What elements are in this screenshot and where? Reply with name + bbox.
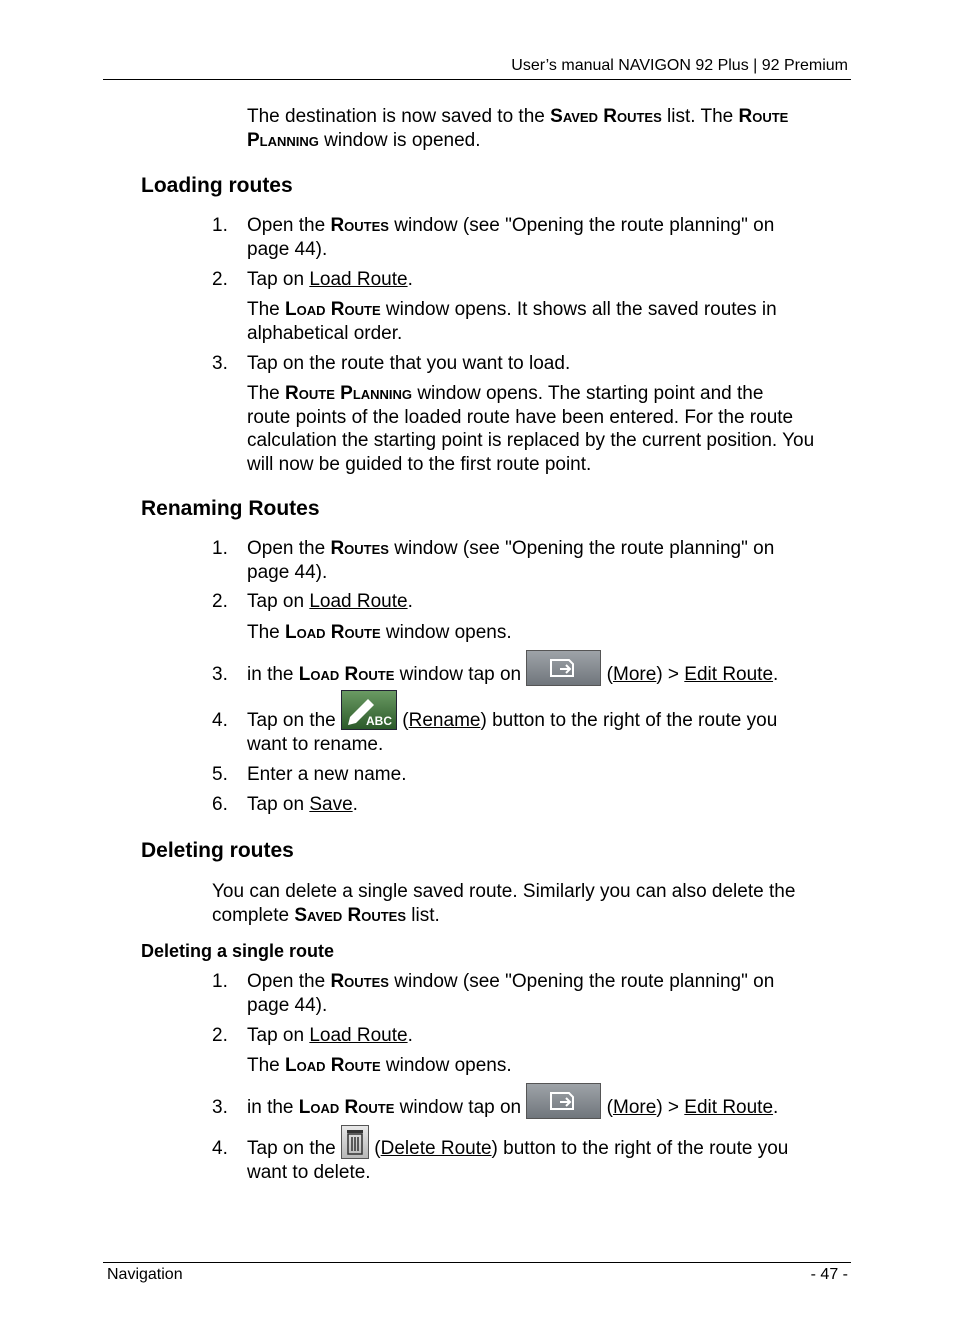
- step-result: The Load Route window opens. It shows all the saved routes in alphabetical order.: [247, 299, 777, 344]
- step-text: Open the Routes window (see "Opening the route planning" on page 44).: [247, 215, 775, 260]
- delete-route-link[interactable]: Delete Route: [380, 1138, 492, 1159]
- rename-link[interactable]: Rename: [408, 710, 481, 731]
- footer-section: Navigation: [107, 1266, 183, 1283]
- step-number: 2.: [212, 269, 228, 290]
- trash-icon[interactable]: [341, 1125, 369, 1159]
- more-link[interactable]: More: [613, 1097, 657, 1118]
- step-text: Tap on Load Route.: [247, 591, 413, 612]
- step-number: 2.: [212, 1025, 228, 1046]
- step-number: 1.: [212, 538, 228, 559]
- step-number: 3.: [212, 353, 228, 374]
- save-link[interactable]: Save: [309, 794, 353, 815]
- heading-loading-routes: Loading routes: [141, 174, 293, 197]
- step-number: 4.: [212, 1138, 228, 1159]
- step-text: Open the Routes window (see "Opening the route planning" on page 44).: [247, 538, 775, 583]
- step-text: Tap on the (Delete Route) button to the right of the route you want to delete.: [247, 1137, 853, 1184]
- deleting-intro: You can delete a single saved route. Similarly you can also delete the complete Saved Routes list.: [212, 881, 796, 926]
- step-result: The Load Route window opens.: [247, 622, 512, 643]
- heading-renaming-routes: Renaming Routes: [141, 497, 320, 520]
- step-text: Tap on the route that you want to load.: [247, 353, 571, 374]
- more-link[interactable]: More: [613, 664, 657, 685]
- step-text: Tap on Load Route.: [247, 269, 413, 290]
- page-header: User’s manual NAVIGON 92 Plus | 92 Premium: [511, 57, 848, 74]
- intro-paragraph: The destination is now saved to the Saved Routes list. The Route Planning window is opened.: [247, 106, 789, 151]
- step-result: The Route Planning window opens. The starting point and the route points of the loaded route have been entered. For the route calculation the starting point is replaced by the current position. You will now be guided to the first route point.: [247, 383, 815, 475]
- step-number: 2.: [212, 591, 228, 612]
- more-icon[interactable]: [526, 650, 601, 686]
- edit-route-link[interactable]: Edit Route: [684, 1097, 774, 1118]
- rename-abc-icon[interactable]: [341, 690, 397, 730]
- step-number: 1.: [212, 971, 228, 992]
- step-number: 6.: [212, 794, 228, 815]
- step-result: The Load Route window opens.: [247, 1055, 512, 1076]
- step-number: 1.: [212, 215, 228, 236]
- load-route-link[interactable]: Load Route: [309, 591, 408, 612]
- header-rule: [103, 79, 851, 80]
- footer-rule: [103, 1262, 851, 1263]
- more-icon[interactable]: [526, 1083, 601, 1119]
- load-route-link[interactable]: Load Route: [309, 1025, 408, 1046]
- step-text: Tap on Save.: [247, 794, 358, 815]
- subheading-deleting-single: Deleting a single route: [141, 941, 335, 961]
- heading-deleting-routes: Deleting routes: [141, 839, 294, 862]
- step-text: Enter a new name.: [247, 764, 407, 785]
- step-text: Open the Routes window (see "Opening the route planning" on page 44).: [247, 971, 775, 1016]
- page-number: - 47 -: [810, 1266, 848, 1283]
- step-number: 5.: [212, 764, 228, 785]
- load-route-link[interactable]: Load Route: [309, 269, 408, 290]
- step-number: 4.: [212, 710, 228, 731]
- step-text: in the Load Route window tap on (More) > Edit Route.: [247, 663, 853, 687]
- step-number: 3.: [212, 1097, 228, 1118]
- step-text: Tap on the ABC (Rename) button to the right of the route you want to rename.: [247, 709, 853, 756]
- edit-route-link[interactable]: Edit Route: [684, 664, 774, 685]
- step-number: 3.: [212, 664, 228, 685]
- step-text: in the Load Route window tap on (More) > Edit Route.: [247, 1096, 853, 1120]
- step-text: Tap on Load Route.: [247, 1025, 413, 1046]
- svg-text:ABC: ABC: [366, 713, 393, 728]
